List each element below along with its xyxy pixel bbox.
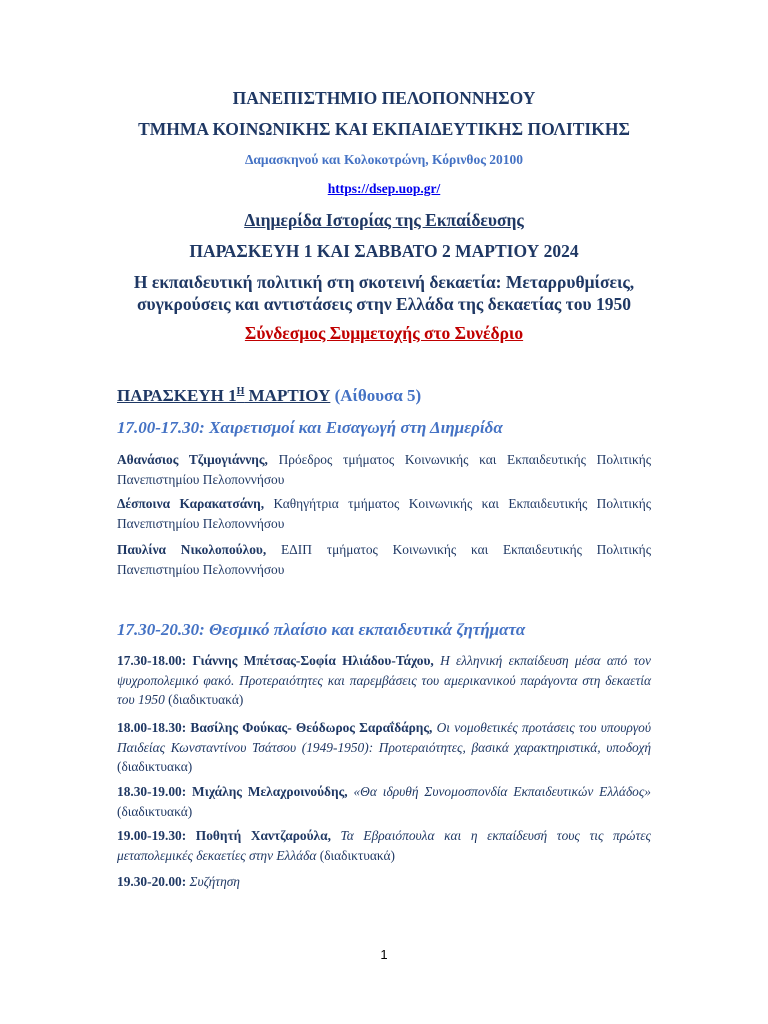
participation-row — [0, 323, 768, 344]
greeting-item — [117, 450, 651, 489]
event-subtitle — [0, 271, 768, 315]
talk-item — [117, 872, 651, 892]
talk-title: «Θα ιδρυθή Συνομοσπονδία Εκπαιδευτικών Ελλάδος» — [347, 784, 651, 799]
event-dates: ΠΑΡΑΣΚΕΥΗ 1 ΚΑΙ ΣΑΒΒΑΤΟ 2 ΜΑΡΤΙΟΥ 2024 — [189, 241, 579, 261]
speaker-name: Αθανάσιος Τζιμογιάννης, — [117, 452, 268, 467]
speaker-role: Καθηγήτρια τμήματος Κοινωνικής και Εκπαιδευτικής Πολιτικής Πανεπιστημίου Πελοποννήσου — [117, 496, 652, 531]
talk-note: (διαδικτυακα) — [117, 759, 193, 774]
talk-title: Τα Εβραιόπουλα και η εκπαίδευσή τους τις πρώτες μεταπολεμικές δεκαετίες στην Ελλάδα — [117, 828, 651, 863]
talk-item — [117, 718, 651, 777]
talk-time-speaker: 19.00-19.30: Ποθητή Χαντζαρούλα, — [117, 828, 331, 843]
address: Δαμασκηνού και Κολοκοτρώνη, Κόρινθος 20100 — [244, 152, 524, 167]
event-title: Διημερίδα Ιστορίας της Εκπαίδευσης — [244, 210, 524, 230]
talk-title: Η ελληνική εκπαίδευση μέσα από τον ψυχροπολεμικό φακό. Προτεραιότητες και παρεμβάσεις του αμερικανικού παράγοντα στη δεκαετία του 1950 — [117, 653, 651, 707]
talk-time-speaker: 18.00-18.30: Βασίλης Φούκας- Θεόδωρος Σαραΐδάρης, — [117, 720, 433, 735]
speaker-name: Παυλίνα Νικολοπούλου, — [117, 542, 267, 557]
talk-time-speaker: 19.30-20.00: — [117, 874, 187, 889]
session2-title: 17.30-20.30: Θεσμικό πλαίσιο και εκπαιδευτικά ζητήματα — [117, 620, 526, 639]
website-link[interactable]: https://dsep.uop.gr/ — [327, 181, 441, 196]
day-superscript: Η — [236, 386, 245, 397]
talk-time-speaker: 18.30-19.00: Μιχάλης Μελαχροινούδης, — [117, 784, 348, 799]
talk-item — [117, 651, 651, 710]
speaker-role: ΕΔΙΠ τμήματος Κοινωνικής και Εκπαιδευτικής Πολιτικής Πανεπιστημίου Πελοποννήσου — [117, 542, 651, 577]
speaker-name: Δέσποινα Καρακατσάνη, — [117, 496, 265, 511]
speaker-role: Πρόεδρος τμήματος Κοινωνικής και Εκπαιδευτικής Πολιτικής Πανεπιστημίου Πελοποννήσου — [117, 452, 652, 487]
day-heading-text — [117, 386, 330, 405]
department-title: ΤΜΗΜΑ ΚΟΙΝΩΝΙΚΗΣ ΚΑΙ ΕΚΠΑΙΔΕΥΤΙΚΗΣ ΠΟΛΙΤΙΚΗΣ — [138, 119, 630, 139]
talk-note: (διαδικτυακά) — [117, 803, 193, 819]
day-suffix: ΜΑΡΤΙΟΥ — [244, 386, 331, 405]
talk-note: (διαδικτυακά) — [316, 847, 395, 863]
subtitle-line-1: Η εκπαιδευτική πολιτική στη σκοτεινή δεκαετία: Μεταρρυθμίσεις, — [133, 272, 635, 292]
day-prefix: ΠΑΡΑΣΚΕΥΗ 1 — [117, 386, 237, 405]
room-label: (Αίθουσα 5) — [334, 386, 422, 405]
participation-link[interactable]: Σύνδεσμος Συμμετοχής στο Συνέδριο — [244, 323, 524, 343]
session1-title: 17.00-17.30: Χαιρετισμοί και Εισαγωγή στη Διημερίδα — [117, 418, 503, 437]
greeting-item — [117, 494, 651, 533]
day-heading — [117, 386, 421, 406]
talk-item — [117, 782, 651, 821]
university-title: ΠΑΝΕΠΙΣΤΗΜΙΟ ΠΕΛΟΠΟΝΝΗΣΟΥ — [232, 88, 536, 108]
talk-item — [117, 826, 651, 865]
url-row — [0, 180, 768, 198]
talk-title: Συζήτηση — [186, 874, 240, 889]
page-number: 1 — [380, 947, 388, 962]
greeting-item — [117, 540, 651, 579]
talk-title: Οι νομοθετικές προτάσεις του υπουργού Παιδείας Κωνσταντίνου Τσάτσου (1949-1950): Προτεραιότητες, βασικά χαρακτηριστικά, υποδοχή — [117, 720, 651, 755]
talk-time-speaker: 17.30-18.00: Γιάννης Μπέτσας-Σοφία Ηλιάδου-Τάχου, — [117, 653, 434, 668]
talk-note: (διαδικτυακά) — [164, 692, 244, 707]
subtitle-line-2: συγκρούσεις και αντιστάσεις στην Ελλάδα της δεκαετίας του 1950 — [137, 294, 631, 314]
